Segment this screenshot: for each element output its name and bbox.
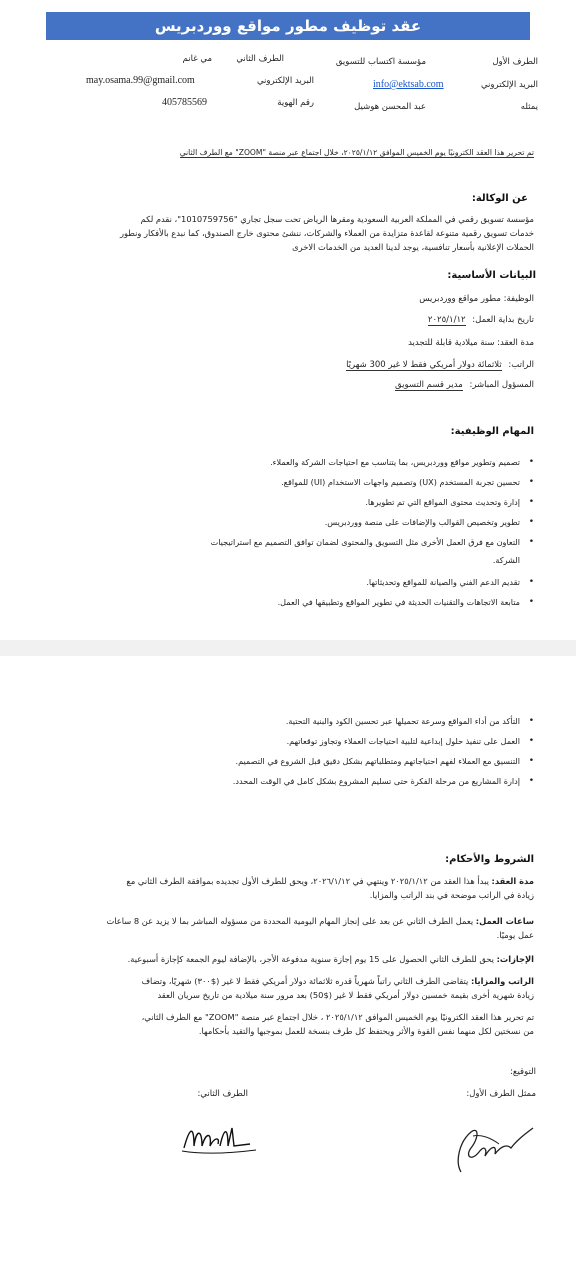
tasks-heading: المهام الوظيفية:	[450, 426, 534, 437]
terms-salary	[36, 974, 534, 1002]
term-duration-text-1: يبدأ هذا العقد من ٢٠٢٥/١/١٢ وينتهي في ٢٠٢٦/١/١٢، ويحق للطرف الأول تجديده بموافقة الطرف الثاني مع	[126, 876, 489, 886]
list-item: • متابعة الاتجاهات والتقنيات الحديثة في تطوير المواقع وتطبيقها في العمل.	[74, 592, 534, 612]
term-hours-label: ساعات العمل:	[475, 916, 534, 926]
term-leave-label: الإجازات:	[496, 954, 534, 964]
signature-party2-label: الطرف الثاني:	[197, 1089, 248, 1099]
party2-id: 405785569	[162, 97, 207, 108]
terms-duration	[36, 874, 534, 902]
term-leave-text: يحق للطرف الثاني الحصول على 15 يوم إجازة سنوية مدفوعة الأجر، بالإضافة ليوم الجمعة كإجازة أسبوعية.	[127, 954, 494, 964]
party1-rep-name: عبد المحسن هوشيل	[354, 102, 426, 112]
party2-label: الطرف الثاني	[236, 54, 284, 64]
party1-email-label: البريد الإلكتروني	[480, 80, 538, 90]
manager-label: المسؤول المباشر:	[469, 380, 534, 390]
party1-label: الطرف الأول	[492, 57, 538, 67]
term-duration-label: مدة العقد:	[491, 876, 534, 886]
terms-closing	[36, 1010, 534, 1038]
about-heading: عن الوكالة:	[471, 193, 528, 204]
list-item: • التعاون مع فرق العمل الأخرى مثل التسويق والمحتوى لضمان توافق التصميم مع استراتيجيات	[74, 532, 534, 552]
party2-signature-image	[180, 1118, 260, 1158]
terms-heading: الشروط والأحكام:	[445, 854, 534, 865]
salary-value: ثلاثمائة دولار أمريكي فقط لا غير 300 شهريًا	[346, 360, 502, 370]
salary-label: الراتب:	[508, 360, 534, 370]
about-line-1: مؤسسة تسويق رقمي في المملكة العربية السعودية ومقرها الرياض تحت سجل تجاري "1010759756"، نقدم لكم	[140, 214, 534, 224]
list-item: • إدارة وتحديث محتوى المواقع التي تم تطويرها.	[74, 492, 534, 512]
tasks-list-cont	[74, 572, 534, 612]
basic-start-date	[428, 315, 534, 325]
party1-rep-label: يمثله	[520, 102, 538, 112]
basic-data-heading: البيانات الأساسية:	[447, 270, 536, 281]
closing-line-1: تم تحرير هذا العقد الكترونيًا يوم الخميس الموافق ٢٠٢٥/١/١٢ ، خلال اجتماع عبر منصة "ZOOM" مع الطرف الثاني،	[141, 1012, 534, 1022]
party2-id-label: رقم الهوية	[277, 98, 314, 108]
list-item: • تقديم الدعم الفني والصيانة للمواقع وتحديثاتها.	[74, 572, 534, 592]
task-5-continuation: الشركة.	[492, 555, 520, 565]
manager-value: مدير قسم التسويق	[395, 380, 463, 390]
about-paragraph	[34, 212, 534, 254]
party1-name: مؤسسة اكتساب للتسويق	[335, 57, 426, 67]
term-duration-text-2: زيادة في الراتب موضحة في بند الراتب والمزايا.	[369, 890, 534, 900]
term-hours-text-1: يعمل الطرف الثاني عن بعد على إنجاز المهام اليومية المحددة من مسؤوله المباشر بما لا يزيد عن 8 ساعات	[106, 916, 474, 926]
list-item: • تطوير وتخصيص القوالب والإضافات على منصة ووردبريس.	[74, 512, 534, 532]
basic-manager	[395, 380, 534, 390]
term-salary-label: الراتب والمزايا:	[471, 976, 534, 986]
list-item: • إدارة المشاريع من مرحلة الفكرة حتى تسليم المشروع بشكل كامل في الوقت المحدد.	[74, 771, 534, 791]
signature-label: التوقيع:	[510, 1067, 536, 1077]
signature-party1-label: ممثل الطرف الأول:	[466, 1089, 536, 1099]
closing-line-2: من نسختين لكل منهما نفس القوة والأثر ويحتفظ كل طرف بنسخة للعمل بموجبها والتقيد بأحكامها.	[198, 1026, 534, 1036]
tasks-list	[74, 452, 534, 552]
document-page-2	[0, 656, 576, 1280]
page-separator	[0, 640, 576, 656]
party2-email-label: البريد الإلكتروني	[256, 76, 314, 86]
about-line-2: خدمات تسويق رقمية متنوعة لقاعدة متزايدة من العملاء والشركات، ننشئ محتوى خارج الصندوق، كما نبدع بالأفكار ونطور	[119, 228, 534, 238]
party2-email: may.osama.99@gmail.com	[86, 75, 195, 86]
list-item: • العمل على تنفيذ حلول إبداعية لتلبية احتياجات العملاء وتجاوز توقعاتهم.	[74, 731, 534, 751]
basic-duration: مدة العقد: سنة ميلادية قابلة للتجديد	[408, 338, 534, 348]
list-item: • التأكد من أداء المواقع وسرعة تحميلها عبر تحسين الكود والبنية التحتية.	[74, 711, 534, 731]
terms-hours	[36, 914, 534, 942]
terms-leave	[36, 952, 534, 966]
party1-email-link[interactable]: info@ektsab.com	[373, 79, 444, 90]
party1-signature-image	[445, 1122, 535, 1176]
start-date-value: ٢٠٢٥/١/١٢	[427, 315, 466, 325]
party2-name: مي غانم	[182, 54, 212, 64]
term-salary-text-1: يتقاضى الطرف الثاني راتباً شهرياً قدره ثلاثمائة دولار أمريكي فقط لا غير ($٣٠٠) شهريًا، وتضاف	[141, 976, 469, 986]
start-date-label: تاريخ بداية العمل:	[472, 315, 534, 325]
term-salary-text-2: زيادة شهرية أخرى بقيمة خمسين دولار أمريكي فقط لا غير ($50) بعد مرور سنة ميلادية من تاريخ سريان العقد	[157, 990, 534, 1000]
list-item: • تحسين تجربة المستخدم (UX) وتصميم واجهات الاستخدام (UI) للمواقع.	[74, 472, 534, 492]
list-item: • التنسيق مع العملاء لفهم احتياجاتهم ومتطلباتهم بشكل دقيق قبل الشروع في التصميم.	[74, 751, 534, 771]
term-hours-text-2: عمل يوميًا.	[496, 930, 534, 940]
about-line-3: الحملات الإعلانية بأسعار تنافسية، يوجد لدينا العديد من الخدمات الاخرى	[292, 242, 534, 252]
tasks-list-page2	[74, 711, 534, 791]
list-item: • تصميم وتطوير مواقع ووردبريس، بما يتناسب مع احتياجات الشركة والعملاء.	[74, 452, 534, 472]
intro-line: تم تحرير هذا العقد الكترونيًا يوم الخميس الموافق ٢٠٢٥/١/١٢، خلال اجتماع عبر منصة "ZOOM" مع الطرف الثاني	[179, 148, 534, 157]
document-title: عقد توظيف مطور مواقع ووردبريس	[46, 12, 530, 40]
basic-salary	[346, 360, 534, 370]
basic-job: الوظيفة: مطور مواقع ووردبريس	[419, 294, 534, 304]
